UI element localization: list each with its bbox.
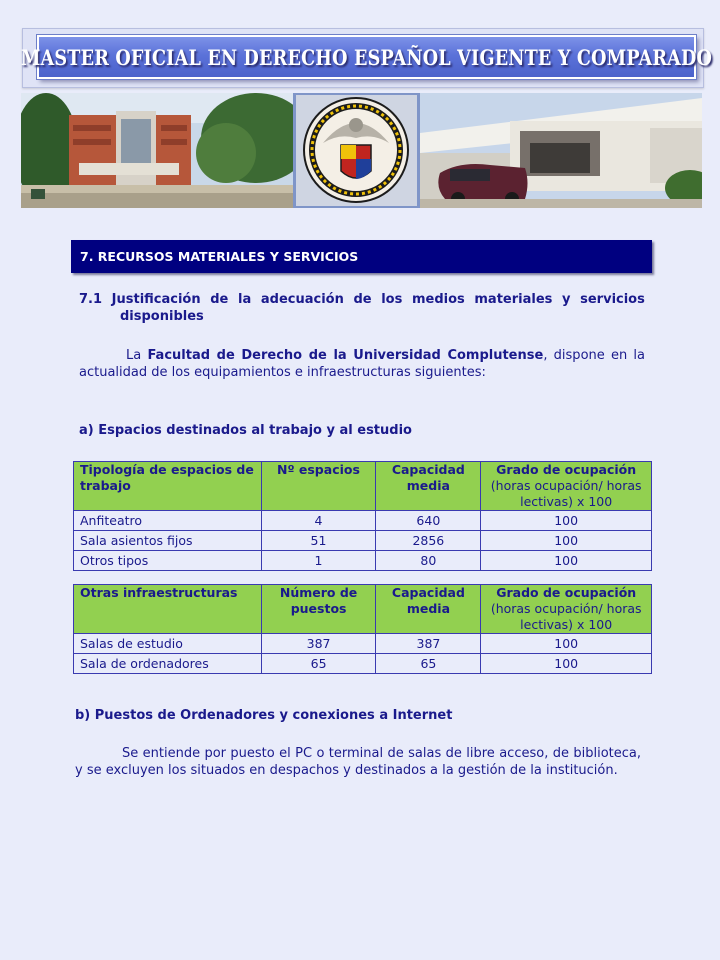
header-occupancy-title: Grado de ocupación bbox=[496, 585, 637, 600]
cell-count: 1 bbox=[261, 551, 376, 571]
intro-text-end: , dispone en la actualidad de los equipamientos e infraestructuras siguientes: bbox=[79, 348, 646, 380]
subsection-number: 7.1 bbox=[79, 292, 103, 307]
cell-capacity: 65 bbox=[376, 654, 481, 674]
cell-occupancy: 100 bbox=[481, 634, 652, 654]
heading-word: medios bbox=[411, 292, 465, 307]
section-a-heading: a) Espacios destinados al trabajo y al estudio bbox=[79, 423, 412, 438]
table-row bbox=[74, 654, 652, 674]
table-row bbox=[74, 511, 652, 531]
header-photo-strip bbox=[21, 93, 702, 208]
section-b-heading: b) Puestos de Ordenadores y conexiones a Internet bbox=[75, 708, 453, 723]
heading-word: servicios bbox=[580, 292, 645, 307]
subsection-heading-line2: disponibles bbox=[120, 309, 204, 324]
cell-occupancy: 100 bbox=[481, 511, 652, 531]
heading-word: los bbox=[381, 292, 403, 307]
faculty-building-photo bbox=[21, 93, 293, 208]
section-title: 7. RECURSOS MATERIALES Y SERVICIOS bbox=[80, 249, 359, 264]
infrastructure-table bbox=[73, 584, 652, 674]
cell-occupancy: 100 bbox=[481, 531, 652, 551]
heading-word: adecuación bbox=[260, 292, 344, 307]
header-infrastructure: Otras infraestructuras bbox=[74, 585, 262, 634]
header-space-count: Nº espacios bbox=[261, 462, 376, 511]
banner-title: MASTER OFICIAL EN DERECHO ESPAÑOL VIGENTE Y COMPARADO bbox=[20, 44, 713, 70]
cell-capacity: 2856 bbox=[376, 531, 481, 551]
table-row bbox=[74, 551, 652, 571]
cell-type: Salas de estudio bbox=[74, 634, 262, 654]
cell-count: 387 bbox=[261, 634, 376, 654]
cell-type: Sala de ordenadores bbox=[74, 654, 262, 674]
header-occupancy-formula: (horas ocupación/ horas lectivas) x 100 bbox=[490, 478, 642, 509]
section-title-bar bbox=[71, 240, 652, 273]
heading-word: de bbox=[353, 292, 372, 307]
cell-count: 65 bbox=[261, 654, 376, 674]
heading-word: materiales bbox=[474, 292, 553, 307]
header-occupancy bbox=[481, 462, 652, 511]
header-occupancy-formula: (horas ocupación/ horas lectivas) x 100 bbox=[490, 601, 642, 632]
cell-capacity: 640 bbox=[376, 511, 481, 531]
table-row bbox=[74, 531, 652, 551]
cell-capacity: 387 bbox=[376, 634, 481, 654]
university-seal-image bbox=[293, 93, 420, 208]
heading-word: de bbox=[210, 292, 229, 307]
table-row bbox=[74, 634, 652, 654]
table-header-row bbox=[74, 585, 652, 634]
cell-count: 51 bbox=[261, 531, 376, 551]
header-occupancy-title: Grado de ocupación bbox=[496, 462, 637, 477]
cell-type: Anfiteatro bbox=[74, 511, 262, 531]
heading-word: Justificación bbox=[111, 292, 201, 307]
heading-word: la bbox=[238, 292, 252, 307]
header-capacity: Capacidad media bbox=[376, 585, 481, 634]
header-occupancy bbox=[481, 585, 652, 634]
cell-type: Sala asientos fijos bbox=[74, 531, 262, 551]
cell-occupancy: 100 bbox=[481, 551, 652, 571]
cell-type: Otros tipos bbox=[74, 551, 262, 571]
banner bbox=[20, 35, 713, 79]
cell-occupancy: 100 bbox=[481, 654, 652, 674]
cell-count: 4 bbox=[261, 511, 376, 531]
header-space-type: Tipología de espacios de trabajo bbox=[74, 462, 262, 511]
intro-faculty-name: Facultad de Derecho de la Universidad Complutense bbox=[147, 348, 544, 363]
table-header-row bbox=[74, 462, 652, 511]
header-capacity: Capacidad media bbox=[376, 462, 481, 511]
intro-paragraph bbox=[79, 347, 645, 381]
subsection-heading bbox=[79, 291, 645, 325]
section-b-paragraph: Se entiende por puesto el PC o terminal de salas de libre acceso, de biblioteca, y se excluyen los situados en despachos y destinados a la gestión de la institución. bbox=[75, 746, 641, 778]
spaces-table bbox=[73, 461, 652, 571]
cell-capacity: 80 bbox=[376, 551, 481, 571]
heading-word: y bbox=[562, 292, 571, 307]
header-seat-count: Número de puestos bbox=[261, 585, 376, 634]
subsection-heading-line1 bbox=[79, 291, 645, 308]
banner-frame bbox=[20, 28, 713, 88]
intro-text-start: La bbox=[126, 348, 148, 363]
faculty-entrance-photo bbox=[420, 93, 702, 208]
